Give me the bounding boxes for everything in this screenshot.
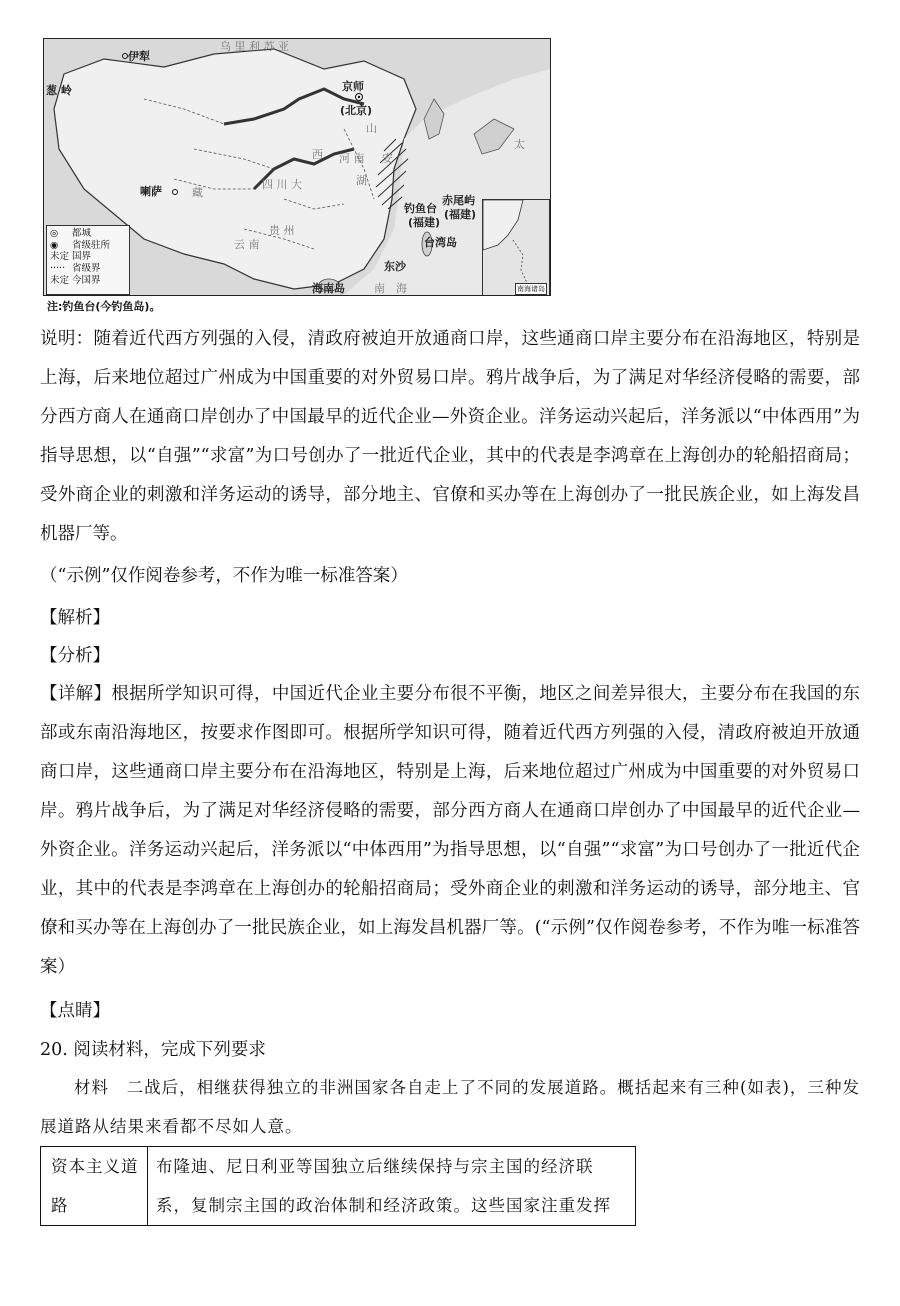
map-label-tai: 太 — [514, 138, 525, 151]
map-label-guizhou: 贵 州 — [269, 224, 295, 237]
question-20: 20. 阅读材料，完成下列要求 — [40, 1040, 266, 1060]
development-paths-table — [40, 1146, 636, 1226]
map-label-yili: 伊犁 — [128, 50, 150, 63]
inset-label: 南海诸岛 — [517, 285, 545, 293]
detail-paragraph: 【详解】根据所学知识可得，中国近代企业主要分布很不平衡，地区之间差异很大，主要分布在我国的东部或东南沿海地区，按要求作图即可。根据所学知识可得，随着近代西方列强的入侵，清政府被迫开放通商口岸，这些通商口岸主要分布在沿海地区，特别是上海，后来地位超过广州成为中国重要的对外贸易口岸。鸦片战争后，为了满足对华经济侵略的需要，部分西方商人在通商口岸创办了中国最早的近代企业—外资企业。洋务运动兴起后，洋务派以“中体西用”为指导思想，以“自强”“求富”为口号创办了一批近代企业，其中的代表是李鸿章在上海创办的轮船招商局；受外商企业的刺激和洋务运动的诱导，部分地主、官僚和买办等在上海创办了一批民族企业，如上海发昌机器厂等。(“示例”仅作阅卷参考，不作为唯一标准答案） — [40, 684, 860, 977]
map-label-hainan: 海南岛 — [312, 282, 345, 295]
map-label-shan: 山 — [366, 122, 377, 135]
south-china-sea-inset — [482, 199, 550, 296]
legend-province-border: 省级界 — [72, 263, 101, 274]
map-label-henan: 河 南 — [339, 152, 365, 165]
explanation-paragraph: 说明：随着近代西方列强的入侵，清政府被迫开放通商口岸，这些通商口岸主要分布在沿海地区，特别是上海，后来地位超过广州成为中国重要的对外贸易口岸。鸦片战争后，为了满足对华经济侵略的需要，部分西方商人在通商口岸创办了中国最早的近代企业—外资企业。洋务运动兴起后，洋务派以“中体西用”为指导思想，以“自强”“求富”为口号创办了一批近代企业，其中的代表是李鸿章在上海创办的轮船招商局；受外商企业的刺激和洋务运动的诱导，部分地主、官僚和买办等在上海创办了一批民族企业，如上海发昌机器厂等。 — [40, 329, 860, 544]
map-label-hu: 湖 — [356, 174, 367, 187]
map-label-zang: 藏 — [192, 186, 203, 199]
table-row — [41, 1147, 636, 1226]
legend-undetermined-2: 未定 — [50, 275, 70, 286]
map-label-russia: 乌 里 利 苏 亚 — [220, 40, 289, 53]
legend-capital: 都城 — [72, 228, 92, 239]
example-note: （“示例”仅作阅卷参考，不作为唯一标准答案） — [40, 566, 408, 586]
historical-map — [43, 38, 551, 296]
section-dianjing: 【点睛】 — [40, 1001, 110, 1021]
table-cell-content: 布隆迪、尼日利亚等国独立后继续保持与宗主国的经济联系，复制宗主国的政治体制和经济政策。这些国家注重发挥 — [148, 1147, 636, 1226]
map-label-xi: 西 — [312, 148, 323, 161]
map-label-chiweiyu-prov: (福建) — [444, 208, 477, 221]
legend-province-seat: 省级驻所 — [72, 240, 111, 251]
legend-border: 国界 — [72, 251, 92, 262]
map-label-beijing: (北京) — [340, 104, 373, 117]
map-label-yunnan: 云 南 — [234, 238, 260, 251]
map-label-an: 安 — [382, 152, 393, 165]
map-legend: ◎ 都城 ◉ 省级驻所 未定 国界 ····· 省级界 未定 今国界 — [46, 225, 130, 295]
section-jiexi: 【解析】 — [40, 608, 110, 628]
map-label-diaoyutai: 钓鱼台 — [404, 202, 437, 215]
map-label-hai: 海 — [396, 282, 407, 295]
table-cell-label: 资本主义道路 — [41, 1147, 148, 1226]
map-label-dongsha: 东沙 — [384, 260, 406, 273]
map-label-taiwan: 台湾岛 — [424, 236, 457, 249]
map-label-chiweiyu: 赤尾屿 — [442, 194, 475, 207]
legend-undetermined: 未定 — [50, 251, 70, 262]
map-label-nan: 南 — [374, 282, 385, 295]
map-label-congling: 葱 岭 — [46, 84, 72, 97]
map-label-lhasa: 喇萨 — [140, 185, 162, 198]
map-label-diaoyutai-prov: (福建) — [408, 216, 441, 229]
map-note: 注:钓鱼台(今钓鱼岛)。 — [47, 300, 161, 313]
map-label-jingshi: 京师 — [342, 80, 364, 93]
material-paragraph: 材料 二战后，相继获得独立的非洲国家各自走上了不同的发展道路。概括起来有三种(如表)，三种发展道路从结果来看都不尽如人意。 — [40, 1078, 860, 1136]
legend-today-border: 今国界 — [72, 275, 101, 286]
section-fenxi: 【分析】 — [40, 646, 110, 666]
map-label-sichuan: 四 川 大 — [262, 178, 302, 191]
